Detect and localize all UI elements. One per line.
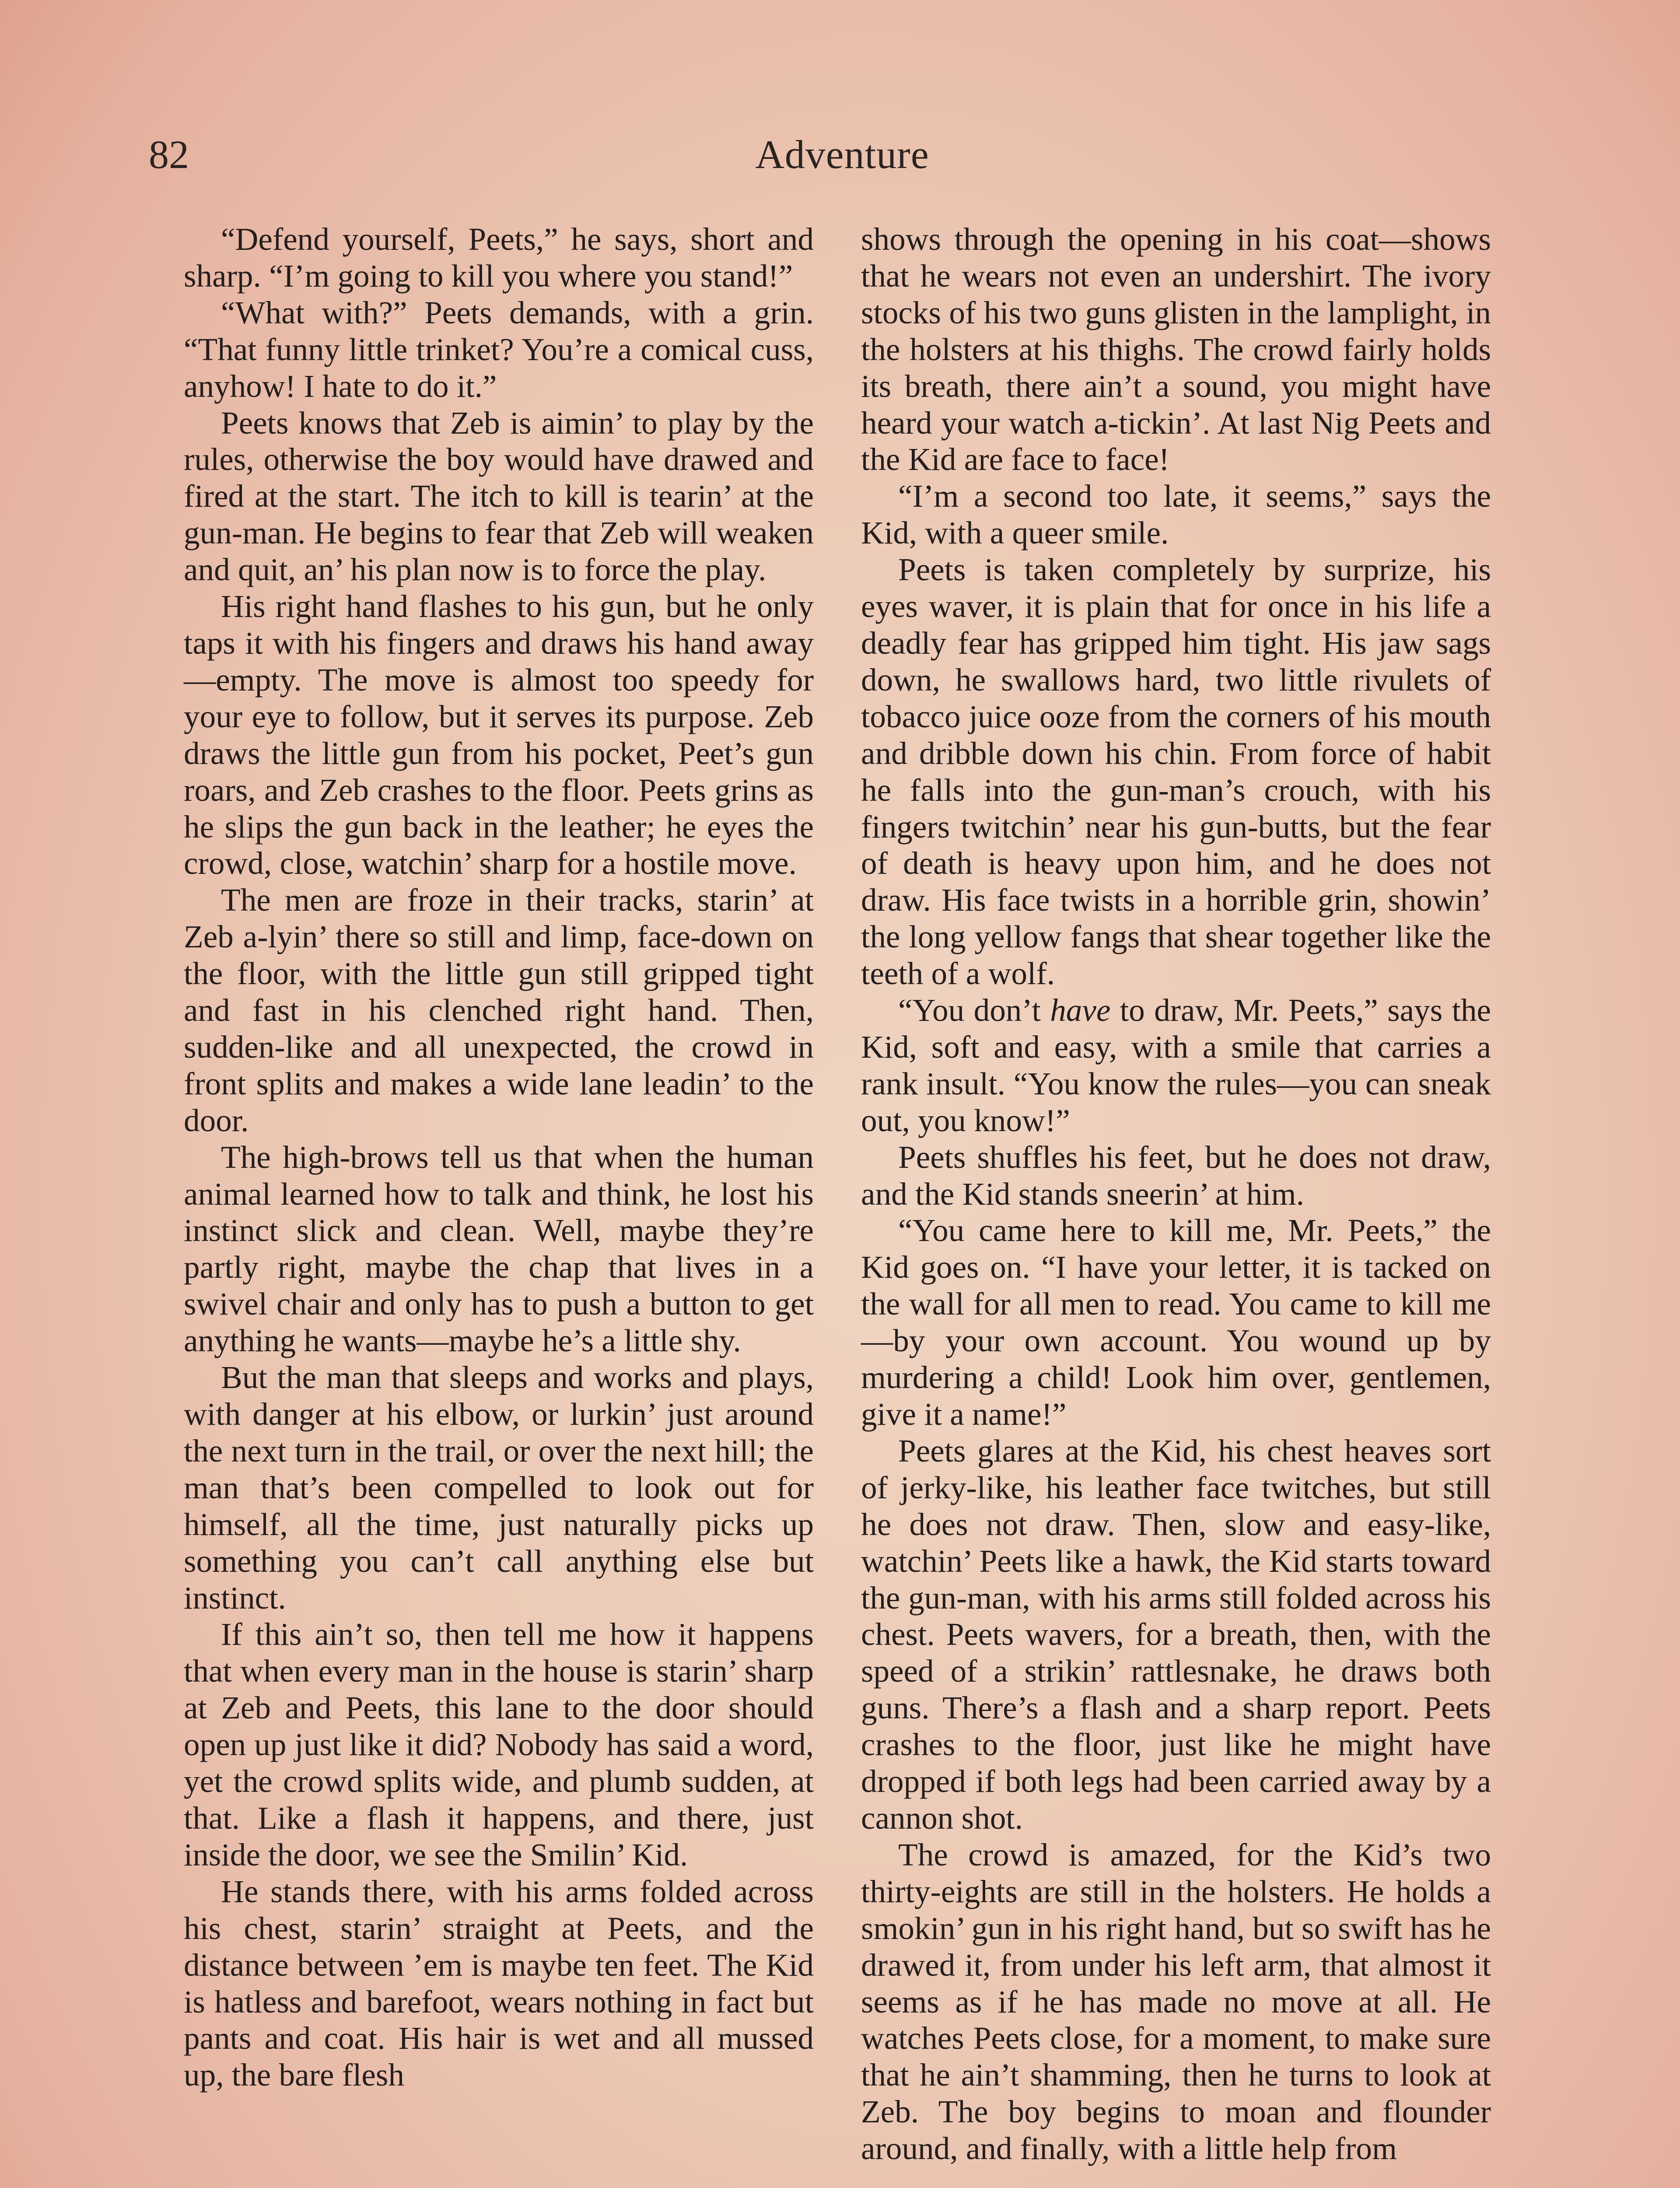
emphasized-word: have — [1050, 992, 1111, 1028]
paragraph: If this ain’t so, then tell me how it happens that when every man in the house is starin’ sharp at Zeb and Peets, this lane to the door should open up just like it did? Nobody has said a word, yet the crowd splits wide, and plumb sudden, at that. Like a flash it happens, and there, just inside the door, we see the Smilin’ Kid. — [184, 1616, 814, 1872]
paragraph: The high-brows tell us that when the human animal learned how to talk and think, he lost his instinct slick and clean. Well, maybe they’re partly right, maybe the chap that lives in a swivel chair and only has to push a button to get anything he wants—maybe he’s a little shy. — [184, 1139, 814, 1359]
page-header — [149, 131, 1536, 184]
paragraph: “What with?” Peets demands, with a grin. “That funny little trinket? You’re a comical cuss, anyhow! I hate to do it.” — [184, 295, 814, 404]
paragraph: He stands there, with his arms folded across his chest, starin’ straight at Peets, and the distance between ’em is maybe ten feet. The Kid is hatless and barefoot, wears nothing in fact but pants and coat. His hair is wet and all mussed up, the bare flesh — [184, 1873, 814, 2093]
left-text-column — [184, 221, 814, 2093]
paragraph: His right hand flashes to his gun, but he only taps it with his fingers and draws his hand away—empty. The move is almost too speedy for your eye to follow, but it serves its purpose. Zeb draws the little gun from his pocket, Peet’s gun roars, and Zeb crashes to the floor. Peets grins as he slips the gun back in the leather; he eyes the crowd, close, watchin’ sharp for a hostile move. — [184, 589, 814, 881]
paragraph: “Defend yourself, Peets,” he says, short and sharp. “I’m going to kill you where you stand!” — [184, 221, 814, 294]
paragraph: But the man that sleeps and works and plays, with danger at his elbow, or lurkin’ just around the next turn in the trail, or over the next hill; the man that’s been compelled to look out for himself, all the time, just naturally picks up something you can’t call anything else but instinct. — [184, 1360, 814, 1616]
paragraph: Peets knows that Zeb is aimin’ to play by the rules, otherwise the boy would have drawed and fired at the start. The itch to kill is tearin’ at the gun-man. He begins to fear that Zeb will weaken and quit, an’ his plan now is to force the play. — [184, 405, 814, 588]
page-number: 82 — [149, 132, 189, 177]
text-run: “You don’t — [898, 992, 1050, 1028]
right-text-column — [861, 221, 1491, 2167]
paragraph: The men are froze in their tracks, starin’ at Zeb a-lyin’ there so still and limp, face-down on the floor, with the little gun still gripped tight and fast in his clenched right hand. Then, sudden-like and all unexpected, the crowd in front splits and makes a wide lane leadin’ to the door. — [184, 882, 814, 1138]
paragraph — [861, 992, 1491, 1139]
paragraph: Peets is taken completely by surprize, his eyes waver, it is plain that for once in his life a deadly fear has gripped him tight. His jaw sags down, he swallows hard, two little rivulets of tobacco juice ooze from the corners of his mouth and dribble down his chin. From force of habit he falls into the gun-man’s crouch, with his fingers twitchin’ near his gun-butts, but the fear of death is heavy upon him, and he does not draw. His face twists in a horrible grin, showin’ the long yellow fangs that shear together like the teeth of a wolf. — [861, 552, 1491, 992]
magazine-title: Adventure — [755, 132, 929, 177]
paragraph: “You came here to kill me, Mr. Peets,” the Kid goes on. “I have your letter, it is tacked on the wall for all men to read. You came to kill me—by your own account. You wound up by murdering a child! Look him over, gentlemen, give it a name!” — [861, 1213, 1491, 1432]
text-run: to draw, Mr. Peets,” says the Kid, soft and easy, with a smile that carries a rank insult. “You know the rules—you can sneak out, you know!” — [861, 992, 1491, 1138]
paragraph-continued: shows through the opening in his coat—shows that he wears not even an undershirt. The ivory stocks of his two guns glisten in the lamplight, in the holsters at his thighs. The crowd fairly holds its breath, there ain’t a sound, you might have heard your watch a-tickin’. At last Nig Peets and the Kid are face to face! — [861, 221, 1491, 477]
paragraph: The crowd is amazed, for the Kid’s two thirty-eights are still in the holsters. He holds a smokin’ gun in his right hand, but so swift has he drawed it, from under his left arm, that almost it seems as if he has made no move at all. He watches Peets close, for a moment, to make sure that he ain’t shamming, then he turns to look at Zeb. The boy begins to moan and flounder around, and finally, with a little help from — [861, 1837, 1491, 2167]
paragraph: “I’m a second too late, it seems,” says the Kid, with a queer smile. — [861, 478, 1491, 551]
paragraph: Peets glares at the Kid, his chest heaves sort of jerky-like, his leather face twitches, but still he does not draw. Then, slow and easy-like, watchin’ Peets like a hawk, the Kid starts toward the gun-man, with his arms still folded across his chest. Peets wavers, for a breath, then, with the speed of a strikin’ rattlesnake, he draws both guns. There’s a flash and a sharp report. Peets crashes to the floor, just like he might have dropped if both legs had been carried away by a cannon shot. — [861, 1433, 1491, 1836]
paragraph: Peets shuffles his feet, but he does not draw, and the Kid stands sneerin’ at him. — [861, 1139, 1491, 1212]
